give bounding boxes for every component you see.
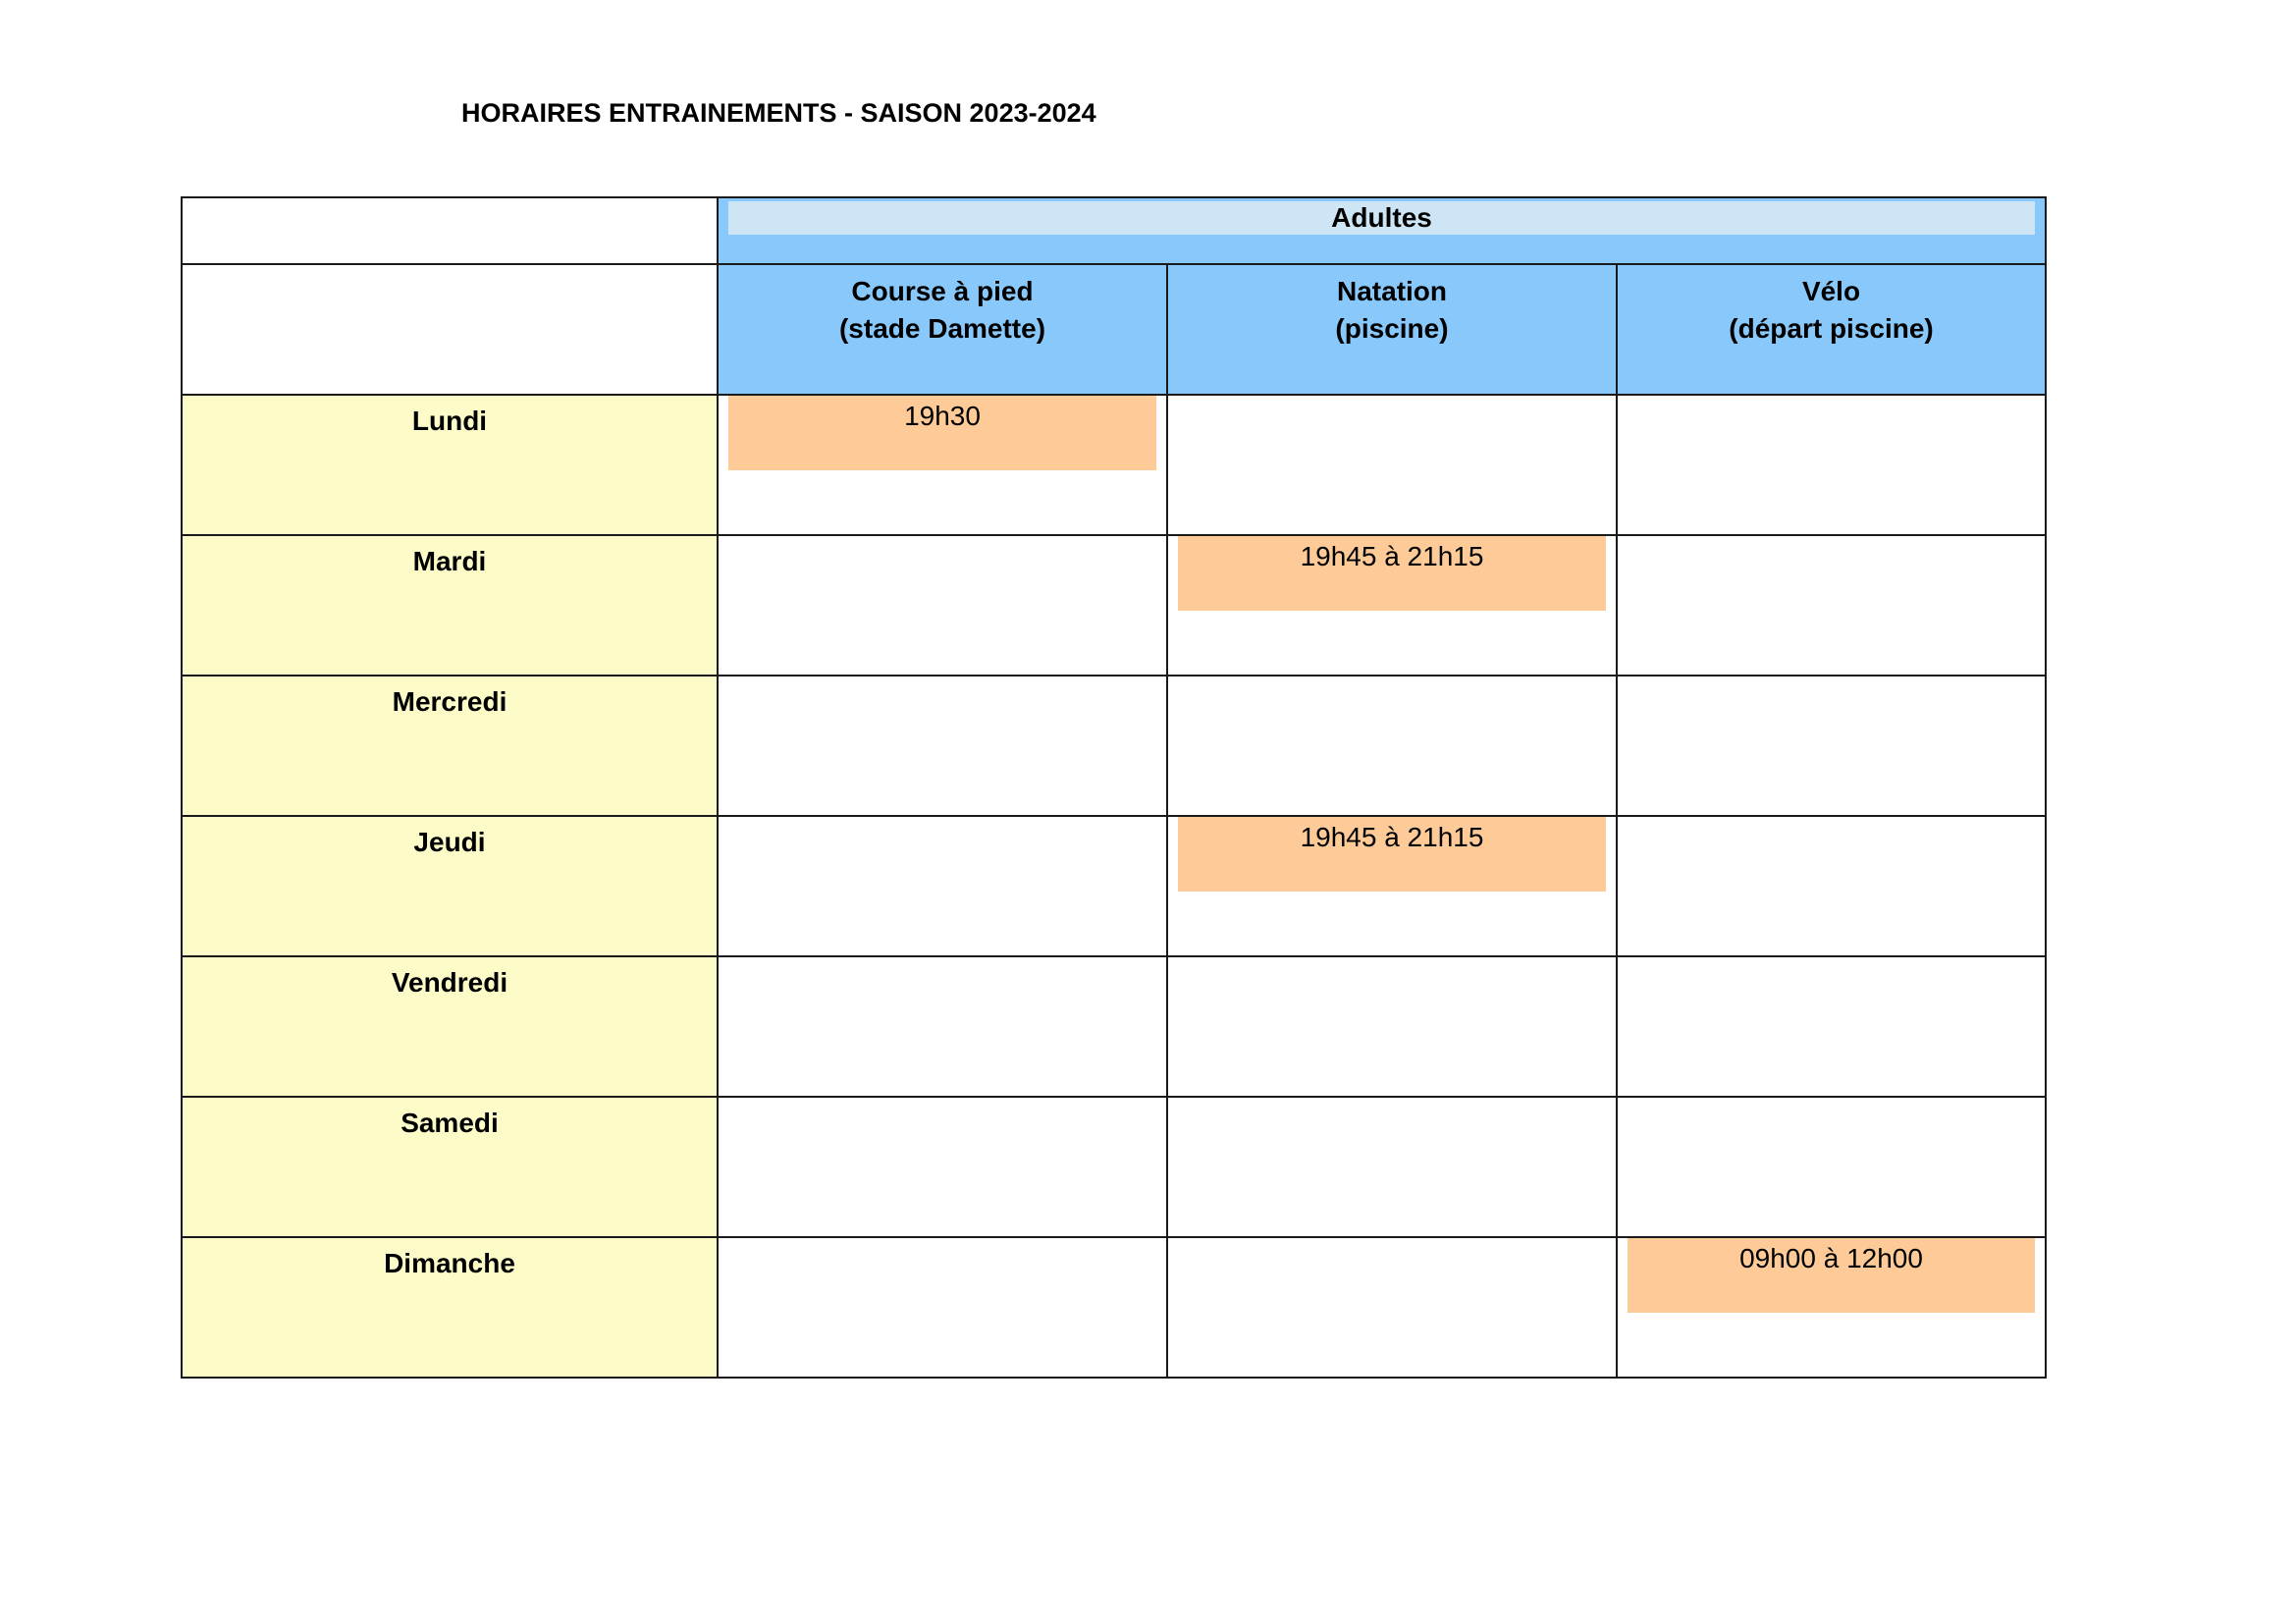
sport-name: Course à pied <box>851 276 1034 306</box>
day-row-vendredi <box>182 956 2046 1097</box>
group-header-cell <box>718 197 2046 264</box>
slot-cell <box>718 676 1167 816</box>
group-header-row <box>182 197 2046 264</box>
day-row-dimanche <box>182 1237 2046 1378</box>
slot-cell <box>718 816 1167 956</box>
day-row-mercredi <box>182 676 2046 816</box>
slot-cell <box>718 1237 1167 1378</box>
slot-cell <box>1617 395 2046 535</box>
slot-cell <box>1617 816 2046 956</box>
day-label: Samedi <box>182 1097 718 1237</box>
sport-location: (piscine) <box>1335 313 1449 344</box>
day-label: Mercredi <box>182 676 718 816</box>
slot-cell <box>1167 956 1617 1097</box>
slot-cell <box>1167 676 1617 816</box>
day-row-lundi <box>182 395 2046 535</box>
training-slot: 19h30 <box>728 396 1156 470</box>
page-title: HORAIRES ENTRAINEMENTS - SAISON 2023-2024 <box>461 98 1096 128</box>
training-slot: 19h45 à 21h15 <box>1178 817 1606 892</box>
group-label: Adultes <box>728 201 2035 235</box>
day-label: Dimanche <box>182 1237 718 1378</box>
sport-location: (départ piscine) <box>1729 313 1934 344</box>
day-row-mardi <box>182 535 2046 676</box>
day-row-samedi <box>182 1097 2046 1237</box>
day-header-cell <box>182 264 718 395</box>
schedule-table <box>181 196 2047 1379</box>
day-label: Jeudi <box>182 816 718 956</box>
day-label: Vendredi <box>182 956 718 1097</box>
slot-cell <box>1617 1237 2046 1378</box>
slot-cell <box>1167 816 1617 956</box>
slot-cell <box>1617 676 2046 816</box>
day-label: Mardi <box>182 535 718 676</box>
slot-cell <box>718 1097 1167 1237</box>
sport-name: Vélo <box>1801 276 1861 306</box>
training-slot: 19h45 à 21h15 <box>1178 536 1606 611</box>
training-slot: 09h00 à 12h00 <box>1628 1238 2035 1313</box>
slot-cell <box>1167 1097 1617 1237</box>
sport-name: Natation <box>1337 276 1447 306</box>
sport-header-cycling <box>1617 264 2046 395</box>
day-row-jeudi <box>182 816 2046 956</box>
day-label: Lundi <box>182 395 718 535</box>
sport-header-running <box>718 264 1167 395</box>
slot-cell <box>718 395 1167 535</box>
slot-cell <box>718 535 1167 676</box>
slot-cell <box>1167 395 1617 535</box>
sport-header-swimming <box>1167 264 1617 395</box>
sport-location: (stade Damette) <box>838 313 1046 344</box>
slot-cell <box>718 956 1167 1097</box>
slot-cell <box>1167 535 1617 676</box>
slot-cell <box>1617 535 2046 676</box>
slot-cell <box>1167 1237 1617 1378</box>
slot-cell <box>1617 1097 2046 1237</box>
slot-cell <box>1617 956 2046 1097</box>
sport-header-row <box>182 264 2046 395</box>
corner-cell <box>182 197 718 264</box>
